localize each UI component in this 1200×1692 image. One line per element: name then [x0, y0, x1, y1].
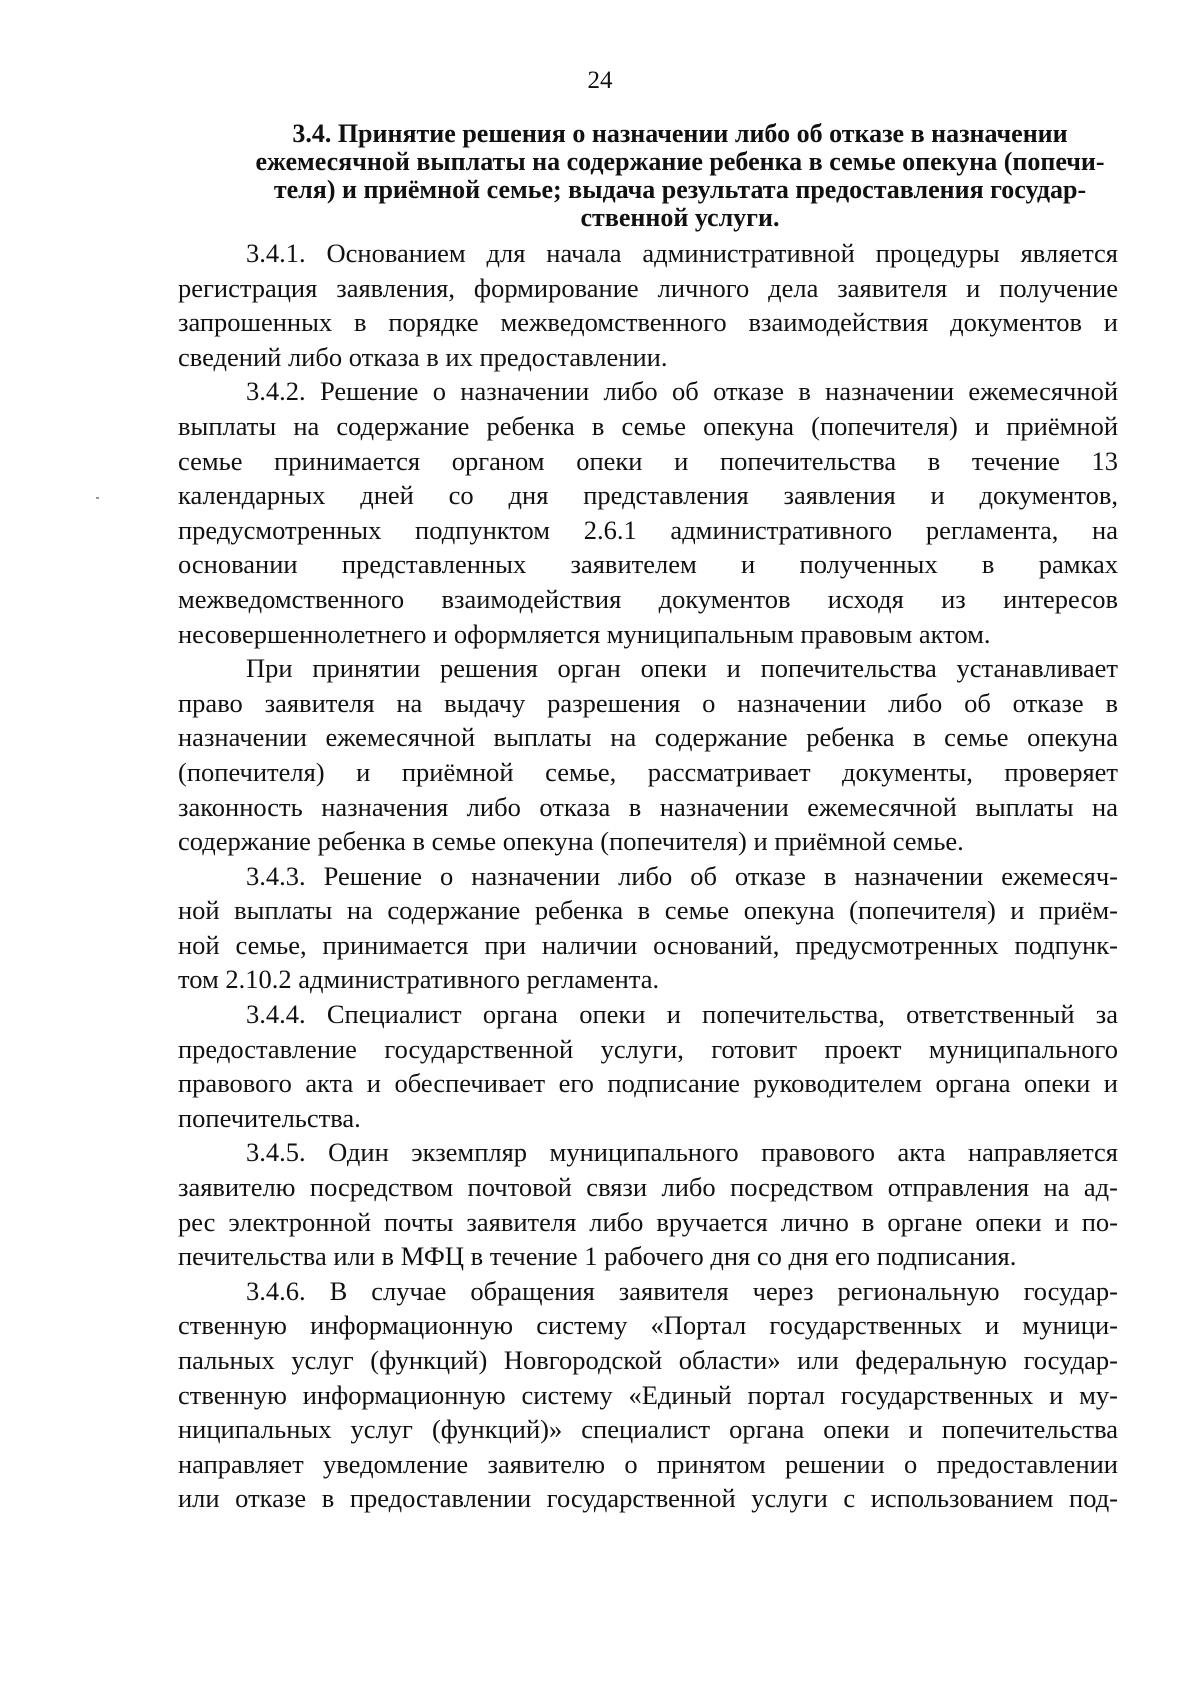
text-line: ственную информационную систему «Единый портал государственных и му-	[178, 1379, 1118, 1410]
text-line: ниципальных услуг (функций)» специалист органа опеки и попечительства	[178, 1414, 1118, 1445]
text-line: том 2.10.2 административного регламента.	[178, 964, 660, 995]
text-line: назначении ежемесячной выплаты на содержание ребенка в семье опекуна	[178, 722, 1118, 753]
document-body	[178, 236, 1118, 1516]
text-line: При принятии решения орган опеки и попечительства устанавливает	[246, 653, 1118, 684]
text-line: 3.4.2. Решение о назначении либо об отказе в назначении ежемесячной	[246, 376, 1118, 407]
text-line: ной выплаты на содержание ребенка в семье опекуна (попечителя) и приём-	[178, 895, 1118, 926]
text-line: календарных дней со дня представления заявления и документов,	[178, 480, 1118, 511]
text-line: межведомственного взаимодействия документов исходя из интересов	[178, 583, 1118, 614]
text-line: пальных услуг (функций) Новгородской области» или федеральную государ-	[178, 1345, 1118, 1375]
paragraph-3-4-2	[178, 374, 1118, 651]
text-line: регистрация заявления, формирование личного дела заявителя и получение	[178, 272, 1118, 303]
paragraph-3-4-4	[178, 997, 1118, 1135]
text-line: несовершеннолетнего и оформляется муниципальным правовым актом.	[178, 618, 991, 649]
text-line: семье принимается органом опеки и попечительства в течение 13	[178, 445, 1118, 476]
text-line: направляет уведомление заявителю о принятом решении о предоставлении	[178, 1448, 1118, 1479]
text-line: 3.4.3. Решение о назначении либо об отказе в назначении ежемесяч-	[246, 860, 1118, 891]
page-number: 24	[587, 67, 613, 94]
text-line: предусмотренных подпунктом 2.6.1 административного регламента, на	[178, 514, 1118, 545]
text-line: или отказе в предоставлении государственной услуги с использованием под-	[178, 1483, 1118, 1514]
paragraph-3-4-5	[178, 1135, 1118, 1273]
text-line: 3.4.6. В случае обращения заявителя через региональную государ-	[246, 1275, 1118, 1306]
heading-line: ежемесячной выплаты на содержание ребенка в семье опекуна (попечи-	[255, 147, 1105, 176]
text-line: 3.4.1. Основанием для начала административной процедуры является	[246, 238, 1118, 268]
heading-line: теля) и приёмной семье; выдача результата предоставления государ-	[273, 175, 1087, 204]
paragraph-3-4-1	[178, 236, 1118, 374]
text-line: ственную информационную систему «Портал государственных и муници-	[178, 1310, 1118, 1341]
heading-line: ственной услуги.	[580, 203, 780, 232]
text-line: сведений либо отказа в их предоставлении.	[178, 341, 668, 372]
paragraph-3-4-6	[178, 1274, 1118, 1516]
text-line: основании представленных заявителем и полученных в рамках	[178, 549, 1118, 580]
scan-speck	[96, 497, 99, 499]
text-line: ной семье, принимается при наличии оснований, предусмотренных подпунк-	[178, 929, 1118, 960]
text-line: выплаты на содержание ребенка в семье опекуна (попечителя) и приёмной	[178, 410, 1118, 441]
text-line: предоставление государственной услуги, готовит проект муниципального	[178, 1033, 1118, 1064]
text-line: (попечителя) и приёмной семье, рассматривает документы, проверяет	[178, 756, 1118, 787]
text-line: 3.4.5. Один экземпляр муниципального правового акта направляется	[246, 1137, 1118, 1168]
text-line: рес электронной почты заявителя либо вручается лично в органе опеки и по-	[178, 1206, 1118, 1237]
text-line: содержание ребенка в семье опекуна (попечителя) и приёмной семье.	[178, 826, 964, 857]
text-line: попечительства.	[178, 1102, 361, 1133]
text-line: заявителю посредством почтовой связи либо посредством отправления на ад-	[178, 1172, 1118, 1203]
text-line: законность назначения либо отказа в назначении ежемесячной выплаты на	[178, 791, 1118, 822]
text-line: запрошенных в порядке межведомственного взаимодействия документов и	[178, 307, 1118, 338]
section-heading	[230, 120, 1130, 232]
paragraph-decision-details	[178, 651, 1118, 859]
text-line: 3.4.4. Специалист органа опеки и попечительства, ответственный за	[246, 999, 1118, 1030]
text-line: право заявителя на выдачу разрешения о назначении либо об отказе в	[178, 687, 1118, 718]
paragraph-3-4-3	[178, 859, 1118, 997]
text-line: правового акта и обеспечивает его подписание руководителем органа опеки и	[178, 1068, 1118, 1099]
heading-line: 3.4. Принятие решения о назначении либо об отказе в назначении	[292, 119, 1068, 148]
text-line: печительства или в МФЦ в течение 1 рабочего дня со дня его подписания.	[178, 1241, 1017, 1272]
